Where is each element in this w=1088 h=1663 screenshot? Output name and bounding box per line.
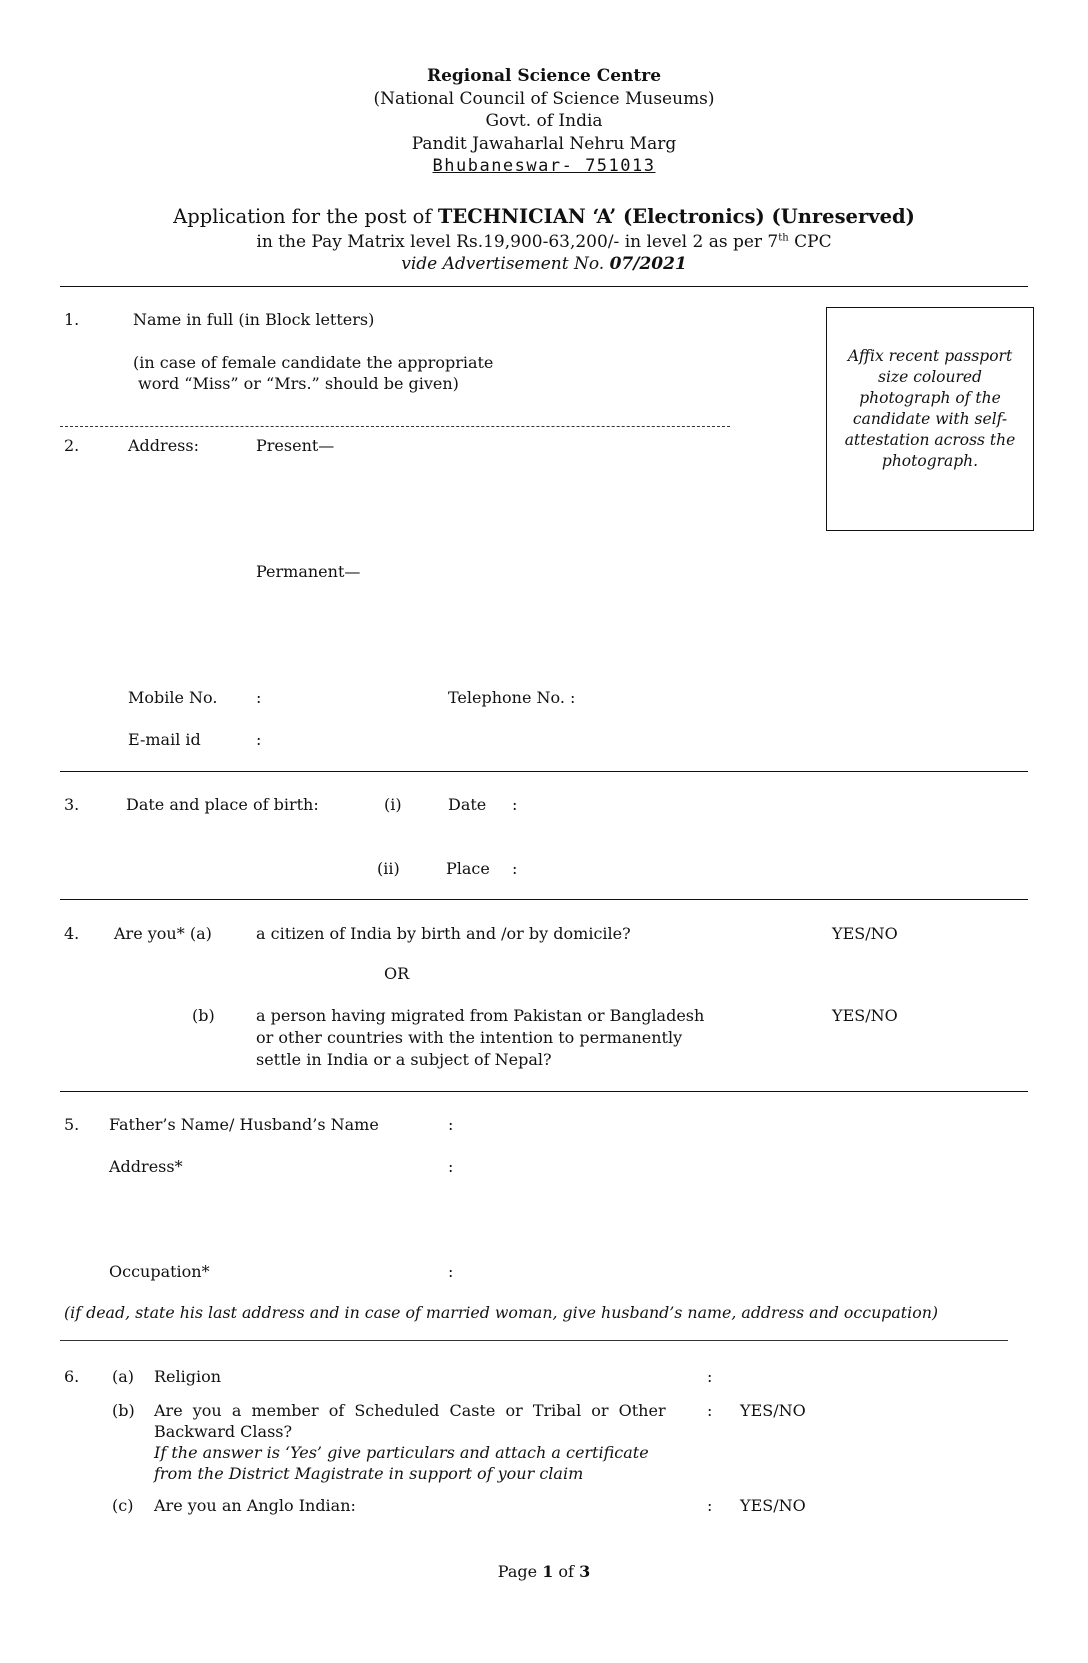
s1-note-2: word “Miss” or “Mrs.” should be given): [138, 374, 459, 393]
pay-cpc: CPC: [788, 232, 832, 252]
s4-divider: [60, 1091, 1028, 1092]
citizen-yesno: YES/NO: [832, 924, 898, 943]
caste-question-2: Backward Class?: [154, 1422, 293, 1441]
caste-colon: :: [707, 1401, 713, 1420]
s1-dashed-divider: [60, 426, 730, 427]
s5-note: (if dead, state his last address and in case of married woman, give husband’s name, address and occupation): [64, 1303, 939, 1322]
s4-number: 4.: [64, 924, 80, 943]
s2-divider: [60, 771, 1028, 772]
father-occupation-label: Occupation*: [109, 1262, 210, 1281]
anglo-indian-yesno: YES/NO: [740, 1496, 806, 1515]
header-divider: [60, 286, 1028, 287]
anglo-indian-colon: :: [707, 1496, 713, 1515]
pay-text: in the Pay Matrix level Rs.19,900-63,200/- in level 2 as per 7: [256, 232, 779, 252]
s5-divider: [60, 1340, 1008, 1341]
father-name-colon: :: [448, 1115, 454, 1134]
father-address-colon: :: [448, 1157, 454, 1176]
caste-note-2: from the District Magistrate in support of your claim: [154, 1464, 584, 1483]
s3-divider: [60, 899, 1028, 900]
s3-number: 3.: [64, 795, 80, 814]
caste-note-1: If the answer is ‘Yes’ give particulars and attach a certificate: [154, 1443, 649, 1462]
s4-or: OR: [384, 964, 410, 983]
page-of: of: [553, 1562, 580, 1581]
migrant-question-1: a person having migrated from Pakistan or Bangladesh: [256, 1006, 705, 1025]
s1-label: Name in full (in Block letters): [133, 310, 375, 329]
pay-sup: th: [778, 232, 789, 244]
s4-b: (b): [192, 1006, 215, 1025]
migrant-yesno: YES/NO: [832, 1006, 898, 1025]
migrant-question-2: or other countries with the intention to permanently: [256, 1028, 683, 1047]
telephone-label: Telephone No. :: [448, 688, 576, 707]
caste-question-1: Are you a member of Scheduled Caste or Tribal or Other: [154, 1401, 666, 1420]
s3-ii: (ii): [377, 859, 400, 878]
s4-label: Are you* (a): [114, 924, 212, 943]
s2-number: 2.: [64, 436, 80, 455]
title-prefix: Application for the post of: [173, 205, 438, 228]
s6-c: (c): [112, 1496, 134, 1515]
s6-a: (a): [112, 1367, 135, 1386]
s1-note-1: (in case of female candidate the appropriate: [133, 353, 494, 372]
caste-yesno: YES/NO: [740, 1401, 806, 1420]
s6-b: (b): [112, 1401, 135, 1420]
s6-number: 6.: [64, 1367, 80, 1386]
s3-label: Date and place of birth:: [126, 795, 319, 814]
mobile-label: Mobile No.: [128, 688, 218, 707]
religion-colon: :: [707, 1367, 713, 1386]
mobile-colon: :: [256, 688, 262, 707]
city-text: Bhubaneswar- 751013: [432, 156, 656, 176]
pay-line: [0, 232, 1088, 252]
religion-label: Religion: [154, 1367, 222, 1386]
advt-number: 07/2021: [609, 254, 687, 274]
photo-instructions: Affix recent passport size coloured photograph of the candidate with self-attestation across the photograph.: [844, 347, 1016, 470]
father-occupation-colon: :: [448, 1262, 454, 1281]
present-address-label: Present—: [256, 436, 335, 455]
s2-label: Address:: [128, 436, 199, 455]
org-name: Regional Science Centre: [426, 66, 662, 86]
application-title: [0, 205, 1088, 228]
council-name: (National Council of Science Museums): [373, 89, 715, 109]
permanent-address-label: Permanent—: [256, 562, 361, 581]
page-total: 3: [579, 1562, 591, 1581]
page-current: 1: [542, 1562, 554, 1581]
govt-name: Govt. of India: [485, 111, 603, 131]
advt-prefix: vide Advertisement No.: [401, 254, 610, 274]
citizen-question: a citizen of India by birth and /or by domicile?: [256, 924, 631, 943]
email-label: E-mail id: [128, 730, 201, 749]
s3-i: (i): [384, 795, 402, 814]
page-prefix: Page: [497, 1562, 543, 1581]
post-name: TECHNICIAN ‘A’ (Electronics) (Unreserved): [437, 205, 915, 228]
birth-place-label: Place: [446, 859, 490, 878]
s5-number: 5.: [64, 1115, 80, 1134]
father-name-label: Father’s Name/ Husband’s Name: [109, 1115, 379, 1134]
advt-line: [0, 254, 1088, 274]
migrant-question-3: settle in India or a subject of Nepal?: [256, 1050, 552, 1069]
birth-date-label: Date: [448, 795, 487, 814]
page-number: [0, 1562, 1088, 1581]
city-name: [0, 156, 1088, 176]
email-colon: :: [256, 730, 262, 749]
father-address-label: Address*: [109, 1157, 183, 1176]
birth-date-colon: :: [512, 795, 518, 814]
street-name: Pandit Jawaharlal Nehru Marg: [411, 134, 677, 154]
photo-box: [826, 307, 1034, 531]
anglo-indian-label: Are you an Anglo Indian:: [154, 1496, 356, 1515]
s1-number: 1.: [64, 310, 80, 329]
birth-place-colon: :: [512, 859, 518, 878]
